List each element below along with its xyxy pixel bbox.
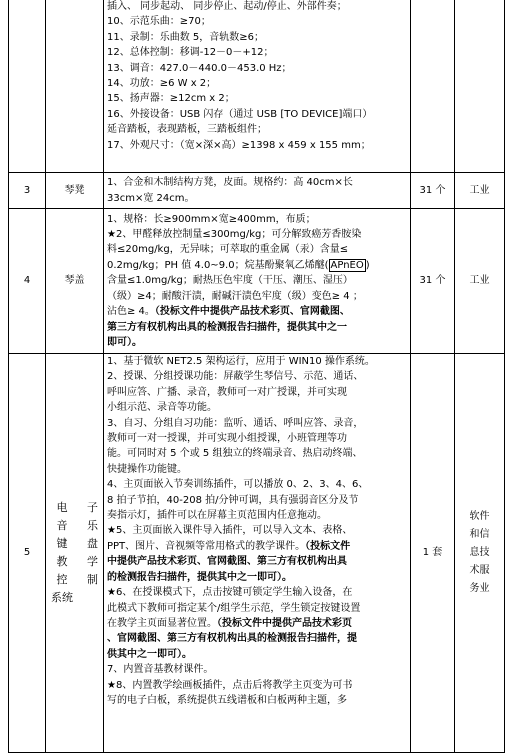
spec-line: 延音踏板，表现踏板，三踏板组件； xyxy=(107,124,267,136)
spec-line: 含量≤1.0mg/kg；耐热压色牢度（干压、潮压、湿压） xyxy=(107,275,353,287)
item-number-cell xyxy=(9,0,46,173)
name-char: 制 xyxy=(87,573,98,586)
spec-line: 插入、 同步起动、 同步停止、起动/停止、外部件奏； xyxy=(107,1,347,12)
spec-line: 呼叫应答、广播、录音，教师可一对广授课，并可实现 xyxy=(107,386,347,398)
spec-text: 沾色≥ 4。 xyxy=(107,306,155,318)
item-number: 3 xyxy=(9,173,46,209)
spec-line: 奏指示灯，插件可以在屏幕主页范围内任意拖动。 xyxy=(107,510,327,522)
item-name-vertical xyxy=(49,499,100,607)
name-char: 控 xyxy=(56,573,68,586)
evidence-note: 、官网截图、第三方有权机构出具的检测报告扫描件，提 xyxy=(107,633,357,645)
spec-line: 此模式下教师可指定某个/组学生示范，学生锁定按键设置 xyxy=(107,602,361,614)
quantity: 31 个 xyxy=(411,173,455,209)
name-char: 盘 xyxy=(87,537,98,550)
name-char: 学 xyxy=(87,555,98,568)
spec-line: 小组示范、录音等功能。 xyxy=(107,402,217,414)
spec-line xyxy=(107,304,407,319)
spec-line: 17、外观尺寸：（宽×深×高）≥1398 x 459 x 155 mm； xyxy=(107,139,371,151)
spec-line: 教师可一对一授课，并可实现小组授课，小班管理等功 xyxy=(107,433,347,445)
spec-line: 14、功放：≥6 W x 2； xyxy=(107,78,217,90)
table-row-continued xyxy=(9,0,505,173)
spec-line: 1、规格：长≥900mm×宽≥400mm，布质； xyxy=(107,213,316,225)
table-row xyxy=(9,173,505,209)
evidence-note: 即可）。 xyxy=(107,336,142,348)
item-number: 5 xyxy=(9,354,46,753)
evidence-note: 第三方有权机构出具的检测报告扫描件，提供其中之一 xyxy=(107,321,347,333)
spec-line: 16、外接设备：USB 闪存（通过 USB [TO DEVICE]端口） xyxy=(107,108,373,120)
spec-line: ★5、主页面嵌入课件导入插件，可以导入文本、表格、 xyxy=(107,525,353,537)
category-line: 软件 xyxy=(469,511,490,522)
spec-cell xyxy=(104,354,411,753)
item-name-left-column xyxy=(51,499,73,607)
evidence-note: （投标文件 xyxy=(305,540,351,552)
spec-cell xyxy=(104,173,411,209)
evidence-note: 的检测报告扫描件，提供其中之一即可）。 xyxy=(107,571,292,583)
industry-category-lines xyxy=(458,508,501,598)
item-name-right-column xyxy=(87,499,98,589)
spec-line: 3、自习、分组自习功能：监听、通话、呼叫应答、录音， xyxy=(107,417,364,429)
spec-text: ) xyxy=(365,259,370,271)
name-char: 教 xyxy=(56,555,68,568)
industry-category xyxy=(455,354,505,753)
item-name xyxy=(46,354,104,753)
spec-text: PPT、图片、音视频等常用格式的教学课件。 xyxy=(107,540,306,552)
spec-cell xyxy=(104,209,411,354)
evidence-note: （投标文件中提供产品技术彩页 xyxy=(217,617,352,629)
name-char: 音 xyxy=(56,519,68,532)
apneo-abbr: APnEO xyxy=(330,259,364,271)
quantity-cell xyxy=(411,0,455,173)
spec-line: 8 拍子节拍，40-208 拍/分钟可调，具有强弱音区分及节 xyxy=(107,494,359,506)
spec-line: 10、示范乐曲：≥70； xyxy=(107,16,211,28)
spec-line: 料≤20mg/kg，无异味；可萃取的重金属（汞）含量≤ xyxy=(107,244,349,256)
evidence-note: 中提供产品技术彩页、官网截图、第三方有权机构出具 xyxy=(107,556,347,568)
table-row xyxy=(9,354,505,753)
spec-line: ★8、内置教学绘画板插件，点击后将教学主页变为可书 xyxy=(107,679,353,691)
name-char: 系统 xyxy=(51,591,73,604)
spec-line: 2、授课、分组授课功能：屏蔽学生琴信号、示范、通话、 xyxy=(107,371,364,383)
quantity: 31 个 xyxy=(411,209,455,354)
spec-line xyxy=(107,539,407,554)
item-name: 琴凳 xyxy=(46,173,104,209)
evidence-note: （投标文件中提供产品技术彩页、官网截图、 xyxy=(154,306,350,318)
spec-line: 7、内置音基教材课件。 xyxy=(107,664,214,676)
spec-line: 33cm×宽 24cm。 xyxy=(107,192,195,204)
category-line: 术服 xyxy=(469,565,490,576)
item-name-cell xyxy=(46,0,104,173)
spec-line xyxy=(107,616,407,631)
name-char: 子 xyxy=(87,501,98,514)
spec-line: ★2、甲醛释放控制量≤300mg/kg；可分解致癌芳香胺染 xyxy=(107,229,362,241)
category-line: 务业 xyxy=(469,583,490,594)
spec-line: 1、基于微软 NET2.5 架构运行，应用于 WIN10 操作系统。 xyxy=(107,356,375,367)
spec-line: 能。可同时对 5 个或 5 组独立的终端录音、热启动终端、 xyxy=(107,448,363,460)
spec-line: （级）≥4；耐酸汗渍，耐碱汗渍色牢度（级）变色≥ 4 ； xyxy=(107,290,363,302)
item-number: 4 xyxy=(9,209,46,354)
spec-line: 写的电子白板，系统提供五线谱板和白板两种主题，多 xyxy=(107,694,347,706)
spec-line: 1、合金和木制结构方凳，皮面。规格约：高 40cm×长 xyxy=(107,177,353,189)
name-char: 乐 xyxy=(87,519,98,532)
evidence-note: 供其中之一即可）。 xyxy=(107,648,192,660)
spec-text: 在教学主页面显著位置。 xyxy=(107,617,217,629)
spec-cell xyxy=(104,0,411,173)
name-char: 电 xyxy=(56,501,68,514)
category-line: 和信 xyxy=(469,529,490,540)
industry-category: 工业 xyxy=(455,173,505,209)
spec-text: 0.2mg/kg；PH 值 4.0~9.0；烷基酚聚氧乙烯醚( xyxy=(107,259,329,271)
spec-line: ★6、在授课模式下，点击按键可锁定学生输入设备，在 xyxy=(107,587,353,599)
spec-line: 12、总体控制：移调-12－0－+12； xyxy=(107,47,274,59)
spec-line: 13、调音：427.0－440.0－453.0 Hz； xyxy=(107,62,292,74)
spec-line: 4、主页面嵌入节奏训练插件，可以播放 0、2、3、4、6、 xyxy=(107,479,369,491)
category-cell xyxy=(455,0,505,173)
spec-line: 11、录制：乐曲数 5，音轨数≥6； xyxy=(107,31,265,43)
spec-line xyxy=(107,258,407,273)
spec-line: 快捷操作功能键。 xyxy=(107,463,187,475)
quantity: 1 套 xyxy=(411,354,455,753)
spec-line: 15、扬声器：≥12cm x 2； xyxy=(107,93,235,105)
category-line: 息技 xyxy=(469,547,490,558)
spec-table xyxy=(8,0,505,753)
name-char: 键 xyxy=(56,537,68,550)
industry-category: 工业 xyxy=(455,209,505,354)
table-row xyxy=(9,209,505,354)
item-name: 琴盖 xyxy=(46,209,104,354)
